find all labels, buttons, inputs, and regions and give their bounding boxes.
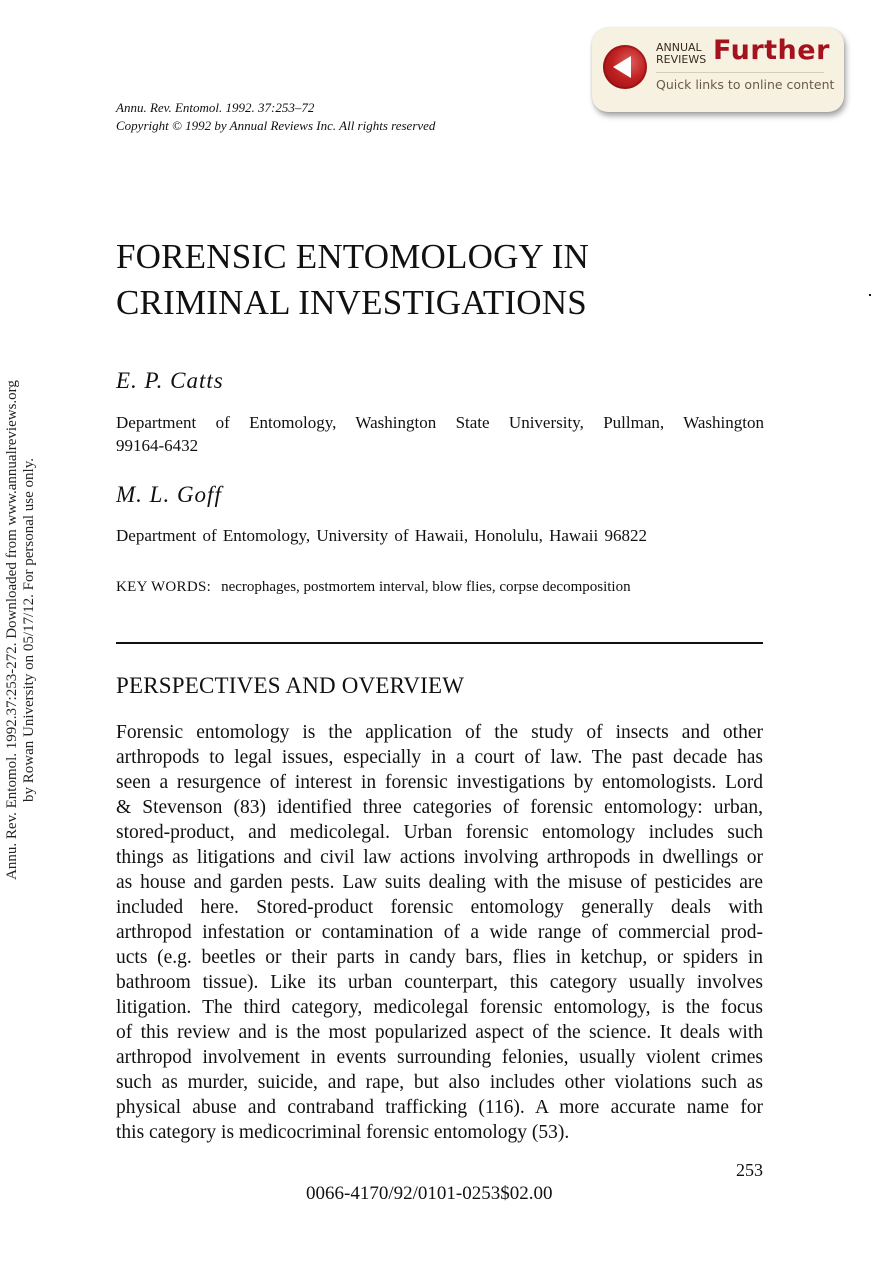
back-arrow-circle-icon[interactable] (603, 45, 647, 89)
badge-divider (656, 72, 824, 73)
watermark-line-1: Annu. Rev. Entomol. 1992.37:253-272. Downloaded from www.annualreviews.org (4, 380, 20, 880)
badge-further-label: Further (713, 35, 830, 66)
journal-copyright: Copyright © 1992 by Annual Reviews Inc. All rights reserved (116, 118, 436, 133)
body-line: this category is medicocriminal forensic entomology (53). (116, 1122, 570, 1143)
badge-annual-label: ANNUAL (656, 41, 702, 54)
keywords-values: necrophages, postmortem interval, blow flies, corpse decomposition (221, 579, 631, 595)
author-affiliation (116, 411, 764, 457)
body-line: stored-product, and medicolegal. Urban forensic entomology includes such (116, 822, 763, 843)
journal-citation: Annu. Rev. Entomol. 1992. 37:253–72 (116, 100, 315, 115)
title-line-1: FORENSIC ENTOMOLOGY IN (116, 237, 590, 276)
annual-reviews-logo-text (656, 42, 706, 66)
body-line: bathroom tissue). Like its urban counterpart, this category usually involves (116, 972, 763, 993)
body-line: ucts (e.g. beetles or their parts in candy bars, flies in ketchup, or spiders in (116, 947, 763, 968)
author-name: M. L. Goff (116, 482, 222, 507)
annual-reviews-further-badge[interactable] (592, 28, 844, 112)
keywords-label: KEY WORDS: (116, 579, 212, 595)
author-affiliation (116, 524, 764, 547)
body-line: arthropods to legal issues, especially in a court of law. The past decade has (116, 747, 763, 768)
keywords (116, 579, 631, 596)
body-line: included here. Stored-product forensic entomology generally deals with (116, 897, 763, 918)
author-name: E. P. Catts (116, 368, 224, 393)
affiliation-line: Department of Entomology, Washington State University, Pullman, Washington (116, 413, 764, 432)
article-code: 0066-4170/92/0101-0253$02.00 (306, 1183, 553, 1204)
body-line: seen a resurgence of interest in forensic investigations by entomologists. Lord (116, 772, 763, 793)
body-line: things as litigations and civil law actions involving arthropods in dwellings or (116, 847, 763, 868)
watermark-line-2: by Rowan University on 05/17/12. For personal use only. (21, 458, 37, 802)
body-line: arthropod infestation or contamination of a wide range of commercial prod- (116, 922, 763, 943)
title-line-2: CRIMINAL INVESTIGATIONS (116, 283, 587, 322)
badge-reviews-label: REVIEWS (656, 53, 707, 66)
journal-info (116, 99, 435, 135)
body-line: of this review and is the most popularized aspect of the science. It deals with (116, 1022, 763, 1043)
badge-subtitle: Quick links to online content (656, 77, 835, 92)
body-line: litigation. The third category, medicolegal forensic entomology, is the focus (116, 997, 763, 1018)
body-line: as house and garden pests. Law suits dealing with the misuse of pesticides are (116, 872, 763, 893)
download-watermark (4, 350, 38, 910)
body-paragraph (116, 720, 763, 1145)
page-number: 253 (736, 1160, 763, 1180)
body-line: Forensic entomology is the application of the study of insects and other (116, 722, 763, 743)
body-line: & Stevenson (83) identified three categories of forensic entomology: urban, (116, 797, 763, 818)
body-line: physical abuse and contraband trafficking (116). A more accurate name for (116, 1097, 763, 1118)
paper-title (116, 234, 589, 326)
left-arrow-icon (613, 56, 631, 78)
body-line: such as murder, suicide, and rape, but also includes other violations such as (116, 1072, 763, 1093)
section-heading: PERSPECTIVES AND OVERVIEW (116, 673, 465, 698)
stray-mark (869, 294, 871, 296)
body-line: arthropod involvement in events surrounding felonies, usually violent crimes (116, 1047, 763, 1068)
affiliation-line: 99164-6432 (116, 436, 199, 455)
section-divider (116, 642, 763, 644)
affiliation-line: Department of Entomology, University of Hawaii, Honolulu, Hawaii 96822 (116, 526, 647, 545)
